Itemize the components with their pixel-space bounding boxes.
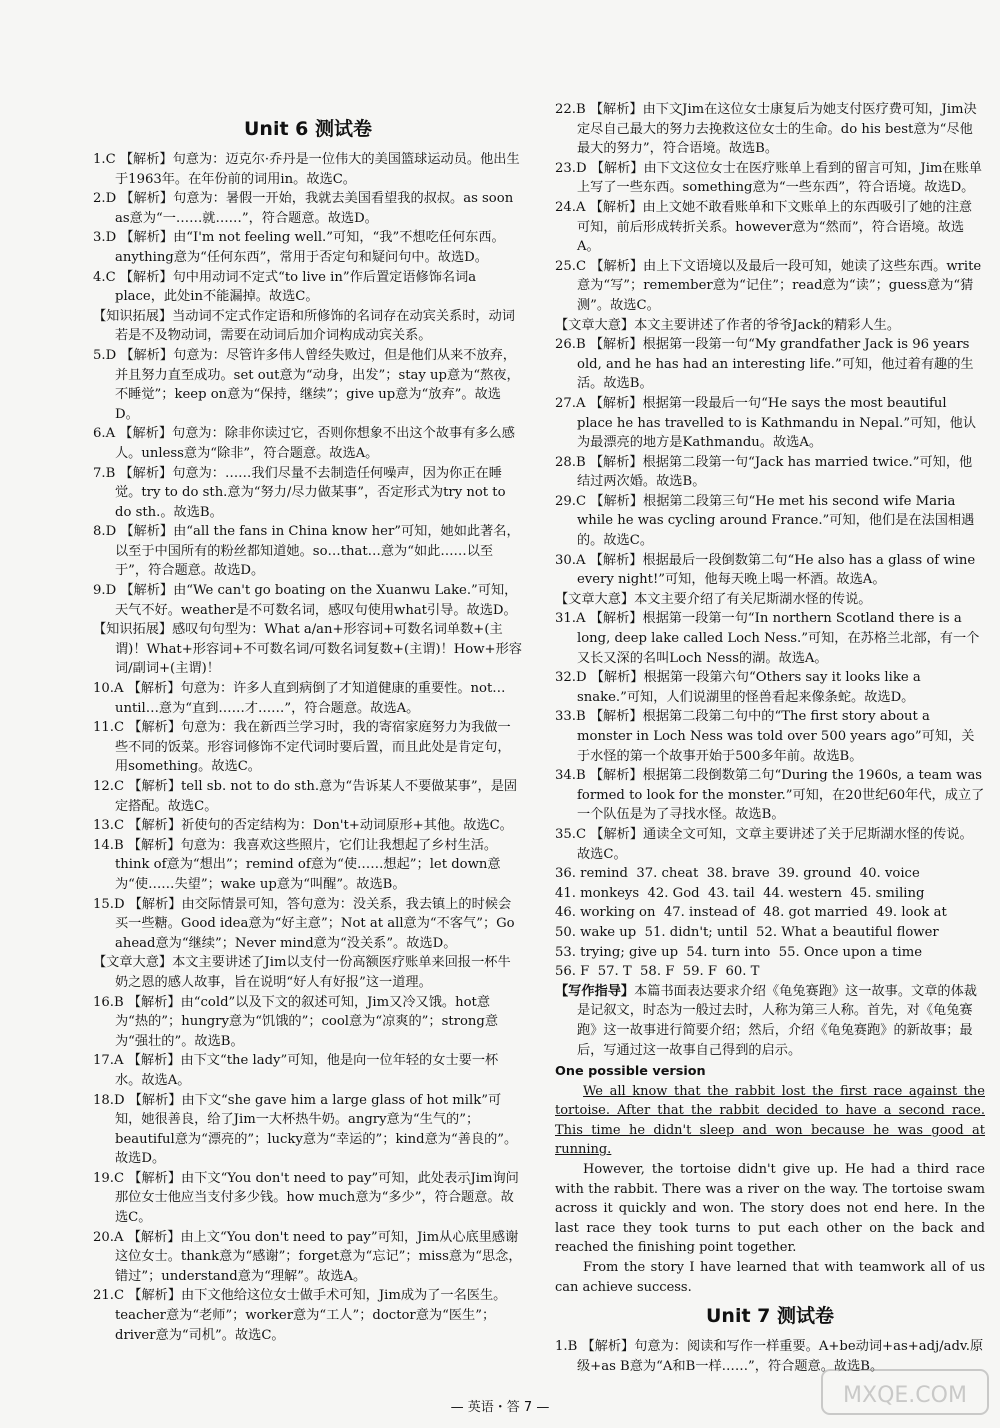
answer-blanks (555, 864, 985, 982)
version-head: One possible version (555, 1064, 706, 1080)
answer-entry: 【文章大意】本文主要讲述了Jim以支付一份高额医疗账单来回报一杯牛奶之恩的感人故事，旨在说明“好人有好报”这一道理。 (93, 955, 511, 990)
page-footer: — 英语・答 7 — (450, 1400, 550, 1415)
answer-entry: 20.A 【解析】由上文“You don't need to pay”可知，Jim从心底里感谢这位女士。thank意为“感谢”；forget意为“忘记”；miss意为“思念，错过”；understand意为“理解”。故选A。 (93, 1229, 522, 1284)
model-essay (555, 1082, 985, 1298)
answer-entry: 8.D 【解析】由“all the fans in China know her”可知，她如此著名，以至于中国所有的粉丝都知道她。so…that…意为“如此……以至于”，符合题意。故选D。 (93, 524, 520, 579)
answer-entry: 18.D 【解析】由下文“she gave him a large glass of hot milk”可知，她很善良，给了Jim一大杯热牛奶。angry意为“生气的”；beautiful意为“漂亮的”；lucky意为“幸运的”；kind意为“善良的”。故选D。 (93, 1092, 518, 1167)
answer-entry: 28.B 【解析】根据第二段第一句“Jack has married twice.”可知，他结过两次婚。故选B。 (555, 454, 973, 490)
answer-entry: 【文章大意】本文主要介绍了有关尼斯湖水怪的传说。 (555, 591, 872, 607)
writing-guide (555, 982, 985, 1060)
answer-entry: 3.D 【解析】由“I'm not feeling well.”可知，“我”不想吃任何东西。anything意为“任何东西”，常用于否定句和疑问句中。故选D。 (93, 230, 505, 265)
blank-answers-line: 56. F 57. T 58. F 59. F 60. T (555, 964, 760, 980)
answer-entry: 25.C 【解析】由上下文语境以及最后一段可知，她读了这些东西。write意为“写”；remember意为“记住”；read意为“读”；guess意为“猜测”。故选C。 (555, 258, 982, 313)
answer-entry: 26.B 【解析】根据第一段第一句“My grandfather Jack is 96 years old, and he has had an interesting life.”可知，他过着有趣的生活。故选B。 (555, 337, 974, 392)
right-column (555, 100, 985, 1376)
answer-entry: 1.C 【解析】句意为：迈克尔·乔丹是一位伟大的美国篮球运动员。他出生于1963年。在年份前的词用in。故选C。 (93, 152, 520, 187)
unit7-title: Unit 7 测试卷 (706, 1305, 834, 1328)
answer-entry: 19.C 【解析】由下文“You don't need to pay”可知，此处表示Jim询问那位女士他应当支付多少钱。how much意为“多少”，符合题意。故选C。 (93, 1170, 519, 1226)
answer-entry: 32.D 【解析】根据第一段第六句“Others say it looks like a snake.”可知，人们说湖里的怪兽看起来像条蛇。故选D。 (555, 670, 921, 705)
answer-entry: 17.A 【解析】由下文“the lady”可知，他是向一位年轻的女士要一杯水。故选A。 (93, 1053, 499, 1088)
blank-answers-line: 41. monkeys 42. God 43. tail 44. western 45. smiling (555, 885, 925, 901)
answer-entry: 34.B 【解析】根据第二段倒数第二句“During the 1960s, a team was formed to look for the monster.”可知，在20世纪60年代，成立了一个队伍是为了寻找水怪。故选B。 (555, 768, 985, 823)
answer-entry: 2.D 【解析】句意为：暑假一开始，我就去美国看望我的叔叔。as soon as意为“一……就……”，符合题意。故选D。 (93, 191, 514, 226)
essay-paragraph: However, the tortoise didn't give up. He had a third race with the rabbit. There was a river on the way. The tortoise swam across it quickly and won. The story does not end here. In the last race they took turns to put each other on the back and reached the finishing point together. (555, 1162, 985, 1256)
blank-answers-line: 50. wake up 51. didn't; until 52. What a beautiful flower (555, 924, 939, 940)
blank-answers-line: 53. trying; give up 54. turn into 55. Once upon a time (555, 944, 923, 960)
answer-entry: 35.C 【解析】通读全文可知，文章主要讲述了关于尼斯湖水怪的传说。故选C。 (555, 826, 973, 862)
answer-entry: 33.B 【解析】根据第二段第二句中的“The first story about a monster in Loch Ness was told over 500 years ago”可知，关于水怪的第一个故事开始于500多年前。故选B。 (555, 709, 975, 764)
answer-entry: 29.C 【解析】根据第二段第三句“He met his second wife Maria while he was cycling around France.”可知，他们是在法国相遇的。故选C。 (555, 493, 975, 549)
answer-entry: 24.A 【解析】由上文她不敢看账单和下文账单上的东西吸引了她的注意可知，前后形成转折关系。however意为“然而”，符合语境。故选A。 (555, 199, 973, 255)
answer-entry: 21.C 【解析】由下文他给这位女士做手术可知，Jim成为了一名医生。teacher意为“老师”；worker意为“工人”；doctor意为“医生”；driver意为“司机”。故选C。 (93, 1288, 507, 1343)
answer-entry: 10.A 【解析】句意为：许多人直到病倒了才知道健康的重要性。not…until…意为“直到……才……”，符合题意。故选A。 (93, 681, 506, 716)
answer-entry: 27.A 【解析】根据第一段最后一句“He says the most beautiful place he has travelled to is Kathmandu in Nepal.”可知，他认为最漂亮的地方是Kathmandu。故选A。 (555, 395, 977, 451)
answer-entry: 1.B 【解析】句意为：阅读和写作一样重要。A+be动词+as+adj/adv.原级+as B意为“A和B一样……”，符合题意。故选B。 (555, 1339, 984, 1374)
answer-entry: 15.D 【解析】由交际情景可知，答句意为：没关系，我去镇上的时候会买一些糖。Good idea意为“好主意”；Not at all意为“不客气”；Go ahead意为“继续”；Never mind意为“没关系”。故选D。 (93, 896, 515, 951)
answer-entry: 6.A 【解析】句意为：除非你读过它，否则你想象不出这个故事有多么感人。unless意为“除非”，符合题意。故选A。 (93, 426, 515, 461)
answer-entry: 【知识拓展】当动词不定式作定语和所修饰的名词存在动宾关系时，动词若是不及物动词，需要在动词后加介词构成动宾关系。 (93, 308, 515, 344)
left-column (93, 110, 523, 1345)
answer-entry: 5.D 【解析】句意为：尽管许多伟人曾经失败过，但是他们从来不放弃，并且努力直至成功。set out意为“动身，出发”；stay up意为“熬夜，不睡觉”；keep on意为“保持，继续”；give up意为“放弃”。故选D。 (93, 347, 520, 422)
answer-entry: 13.C 【解析】祈使句的否定结构为：Don't+动词原形+其他。故选C。 (93, 818, 513, 834)
blank-answers-line: 36. remind 37. cheat 38. brave 39. ground 40. voice (555, 866, 920, 882)
answer-entry: 12.C 【解析】tell sb. not to do sth.意为“告诉某人不要做某事”，是固定搭配。故选C。 (93, 779, 518, 814)
answer-entry: 31.A 【解析】根据第一段第一句“In northern Scotland there is a long, deep lake called Loch Ness.”可知，在苏格兰北部，有一个又长又深的名叫Loch Ness的湖。故选A。 (555, 611, 980, 666)
unit6-right-entries (555, 100, 985, 864)
answer-entry: 7.B 【解析】句意为：……我们尽量不去制造任何噪声，因为你正在睡觉。try to do sth.意为“努力/尽力做某事”，否定形式为try not to do sth.。故选B。 (93, 465, 506, 520)
answer-entry: 22.B 【解析】由下文Jim在这位女士康复后为她支付医疗费可知，Jim决定尽自己最大的努力去挽救这位女士的生命。do his best意为“尽他最大的努力”，符合语境。故选B。 (555, 102, 977, 157)
unit6-title: Unit 6 测试卷 (244, 118, 372, 140)
blank-answers-line: 46. working on 47. instead of 48. got married 49. look at (555, 905, 947, 921)
unit6-left-entries (93, 150, 523, 1345)
answer-entry: 11.C 【解析】句意为：我在新西兰学习时，我的寄宿家庭努力为我做一些不同的饭菜。形容词修饰不定代词时要后置，而且此处是肯定句，用something。故选C。 (93, 720, 511, 775)
writing-text: 本篇书面表达要求介绍《龟兔赛跑》这一故事。文章的体裁是记叙文，时态为一般过去时，人称为第三人称。首先，对《龟兔赛跑》这一故事进行简要介绍；然后，介绍《龟兔赛跑》的新故事；最后，写通过这一故事自己得到的启示。 (577, 983, 977, 1058)
watermark-text: MXQE.COM (843, 1383, 967, 1408)
essay-paragraph: From the story I have learned that with teamwork all of us can achieve success. (555, 1260, 985, 1295)
answer-entry: 30.A 【解析】根据最后一段倒数第二句“He also has a glass of wine every night!”可知，他每天晚上喝一杯酒。故选A。 (555, 552, 976, 588)
answer-entry: 23.D 【解析】由下文这位女士在医疗账单上看到的留言可知，Jim在账单上写了一些东西。something意为“一些东西”，符合语境。故选D。 (555, 160, 982, 196)
answer-entry: 16.B 【解析】由“cold”以及下文的叙述可知，Jim又冷又饿。hot意为“热的”；hungry意为“饥饿的”；cool意为“凉爽的”；strong意为“强壮的”。故选B。 (93, 994, 499, 1049)
answer-entry: 14.B 【解析】句意为：我喜欢这些照片，它们让我想起了乡村生活。think of意为“想出”；remind of意为“使……想起”；let down意为“使……失望”；wake up意为“叫醒”。故选B。 (93, 837, 501, 892)
answer-entry: 4.C 【解析】句中用动词不定式“to live in”作后置定语修饰名词a place，此处in不能漏掉。故选C。 (93, 269, 477, 305)
writing-head: 【写作指导】 (555, 983, 635, 999)
answer-entry: 【文章大意】本文主要讲述了作者的爷爷Jack的精彩人生。 (555, 317, 901, 333)
answer-entry: 【知识拓展】感叹句句型为：What a/an+形容词+可数名词单数+(主谓)！What+形容词+不可数名词/可数名词复数+(主谓)！How+形容词/副词+(主谓)！ (93, 622, 522, 677)
answer-entry: 9.D 【解析】由“We can't go boating on the Xuanwu Lake.”可知，天气不好。weather是不可数名词，感叹句使用what引导。故选D。 (93, 583, 518, 618)
watermark-logo (820, 1362, 990, 1422)
essay-paragraph: We all know that the rabbit lost the first race against the tortoise. After that the rabbit decided to have a second race. This time he didn't sleep and won because he was good at running. (555, 1083, 985, 1158)
